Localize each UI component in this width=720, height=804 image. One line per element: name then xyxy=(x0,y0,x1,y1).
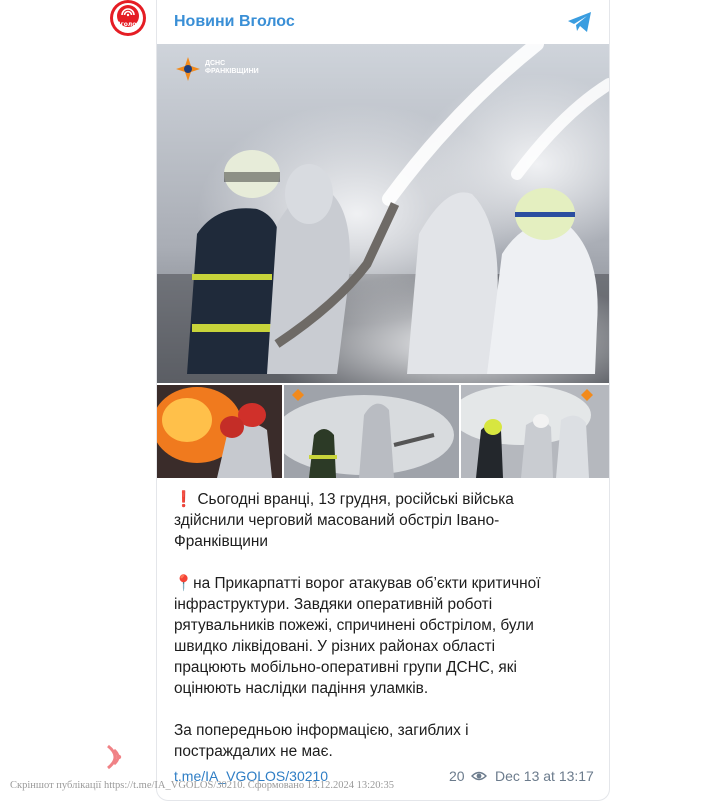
telegram-icon[interactable] xyxy=(567,11,593,33)
post-card xyxy=(156,0,610,801)
signal-icon xyxy=(110,0,146,36)
channel-avatar[interactable] xyxy=(110,0,146,36)
thumbnail-1[interactable] xyxy=(157,385,282,478)
main-photo[interactable] xyxy=(157,44,609,383)
post-date[interactable]: Dec 13 at 13:17 xyxy=(495,768,594,784)
post-link[interactable]: t.me/IA_VGOLOS/30210 xyxy=(174,768,329,784)
vgolos-watermark-icon xyxy=(104,740,128,774)
view-count: 20 xyxy=(449,768,465,784)
channel-name[interactable]: Новини Вголос xyxy=(174,13,295,30)
paragraph-2: 📍на Прикарпатті ворог атакував об’єкти критичної інфраструктури. Завдяки оперативній роботі рятувальників пожежі, спричинені обстрілом, були швидко ліквідовані. У різних районах області працюють мобільно-оперативні групи ДСНС, які оцінюють наслідки падіння уламків. xyxy=(174,575,541,697)
post-text xyxy=(174,489,594,762)
thumbnail-2[interactable] xyxy=(284,385,459,478)
avatar-label: Вголос xyxy=(116,21,140,28)
screenshot-footer: Скріншот публікації https://t.me/IA_VGOLOS/30210. Сформовано 13.12.2024 13:20:35 xyxy=(10,780,394,791)
post-header xyxy=(157,0,609,44)
eye-icon xyxy=(471,769,487,783)
thumbnail-3[interactable] xyxy=(461,385,609,478)
watermark-text: ДСНС ФРАНКІВЩИНИ xyxy=(205,60,259,75)
dsns-emblem-icon xyxy=(175,56,201,82)
paragraph-3: За попередньою інформацією, загиблих і постраждалих не має. xyxy=(174,722,469,760)
paragraph-1: ❗️ Сьогодні вранці, 13 грудня, російські війська здійснили черговий масований обстріл Івано- Франківщини xyxy=(174,491,514,550)
